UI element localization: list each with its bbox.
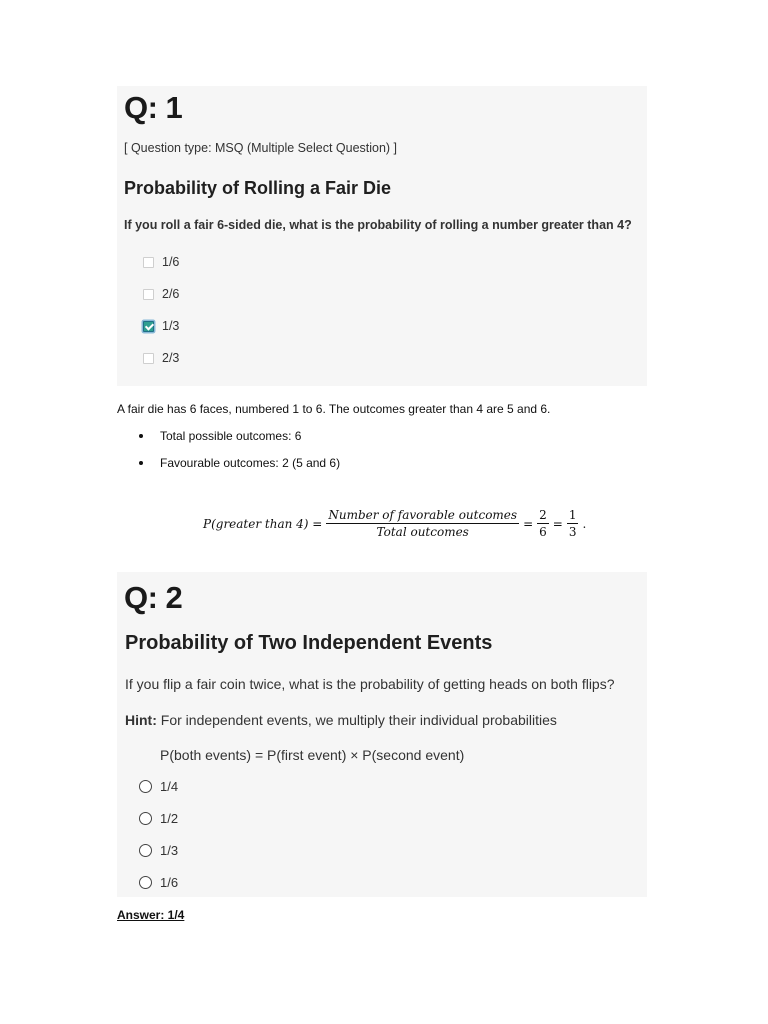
option-label: 1/2 [160,811,179,826]
hint-formula: P(both events) = P(first event) × P(second event) [160,747,465,763]
checkbox-icon[interactable] [143,289,154,300]
main-fraction: $\frac{\text{Number of favorable outcomes}}{\text{Total outcomes}}$ [328,508,518,539]
radio-icon[interactable] [139,780,152,793]
hint-label: Hint: [125,712,157,728]
option-label: 1/6 [162,255,180,269]
question-1-title: Probability of Rolling a Fair Die [124,178,392,198]
question-2-panel [117,572,647,897]
hint-text: For independent events, we multiply their individual probabilities [156,712,557,728]
option-1-6[interactable] [143,255,179,269]
question-1-heading: Q: 1 [124,90,183,125]
option-label: 2/3 [162,351,180,365]
hint-line [125,712,557,728]
option-label: 1/4 [160,779,179,794]
checked-checkbox-icon[interactable] [143,321,154,332]
question-type-label: [ Question type: MSQ (Multiple Select Question) ] [124,141,398,155]
explanation-intro: A fair die has 6 faces, numbered 1 to 6. The outcomes greater than 4 are 5 and 6. [117,402,551,416]
answer-text: Answer: 1/4 [117,908,185,922]
question-2-heading: Q: 2 [124,580,183,615]
option-1-2[interactable] [139,811,178,826]
bullet-icon [139,461,143,465]
option-label: 1/3 [162,319,180,333]
question-2-text: If you flip a fair coin twice, what is the probability of getting heads on both flips? [125,676,615,692]
option-2-3[interactable] [143,351,179,365]
question-1-text: If you roll a fair 6-sided die, what is the probability of rolling a number greater than 4? [124,218,632,232]
fraction-2-6: $\frac{2}{6}$ [539,508,547,539]
option-1-6-q2[interactable] [139,875,178,890]
bullet-item: Total possible outcomes: 6 [139,429,301,443]
option-2-6[interactable] [143,287,179,301]
option-1-3-q2[interactable] [139,843,178,858]
checkbox-icon[interactable] [143,353,154,364]
question-2-title: Probability of Two Independent Events [125,632,493,654]
bullet-icon [139,434,143,438]
radio-icon[interactable] [139,876,152,889]
question-1-panel [117,86,647,386]
radio-icon[interactable] [139,812,152,825]
checkbox-icon[interactable] [143,257,154,268]
radio-icon[interactable] [139,844,152,857]
option-1-3[interactable] [143,319,179,333]
option-label: 2/6 [162,287,180,301]
option-label: 1/6 [160,875,179,890]
option-label: 1/3 [160,843,179,858]
bullet-item: Favourable outcomes: 2 (5 and 6) [139,456,340,470]
probability-formula: P(greater than 4) = $\frac{\text{Number of favorable outcomes}}{\text{Total outcomes}}$ = $\frac{2}{6}$ = $\frac{1}{3}$ . [203,508,587,539]
option-1-4[interactable] [139,779,178,794]
formula-lhs: P(greater than 4) = [203,516,323,531]
fraction-1-3: $\frac{1}{3}$ [568,508,577,539]
